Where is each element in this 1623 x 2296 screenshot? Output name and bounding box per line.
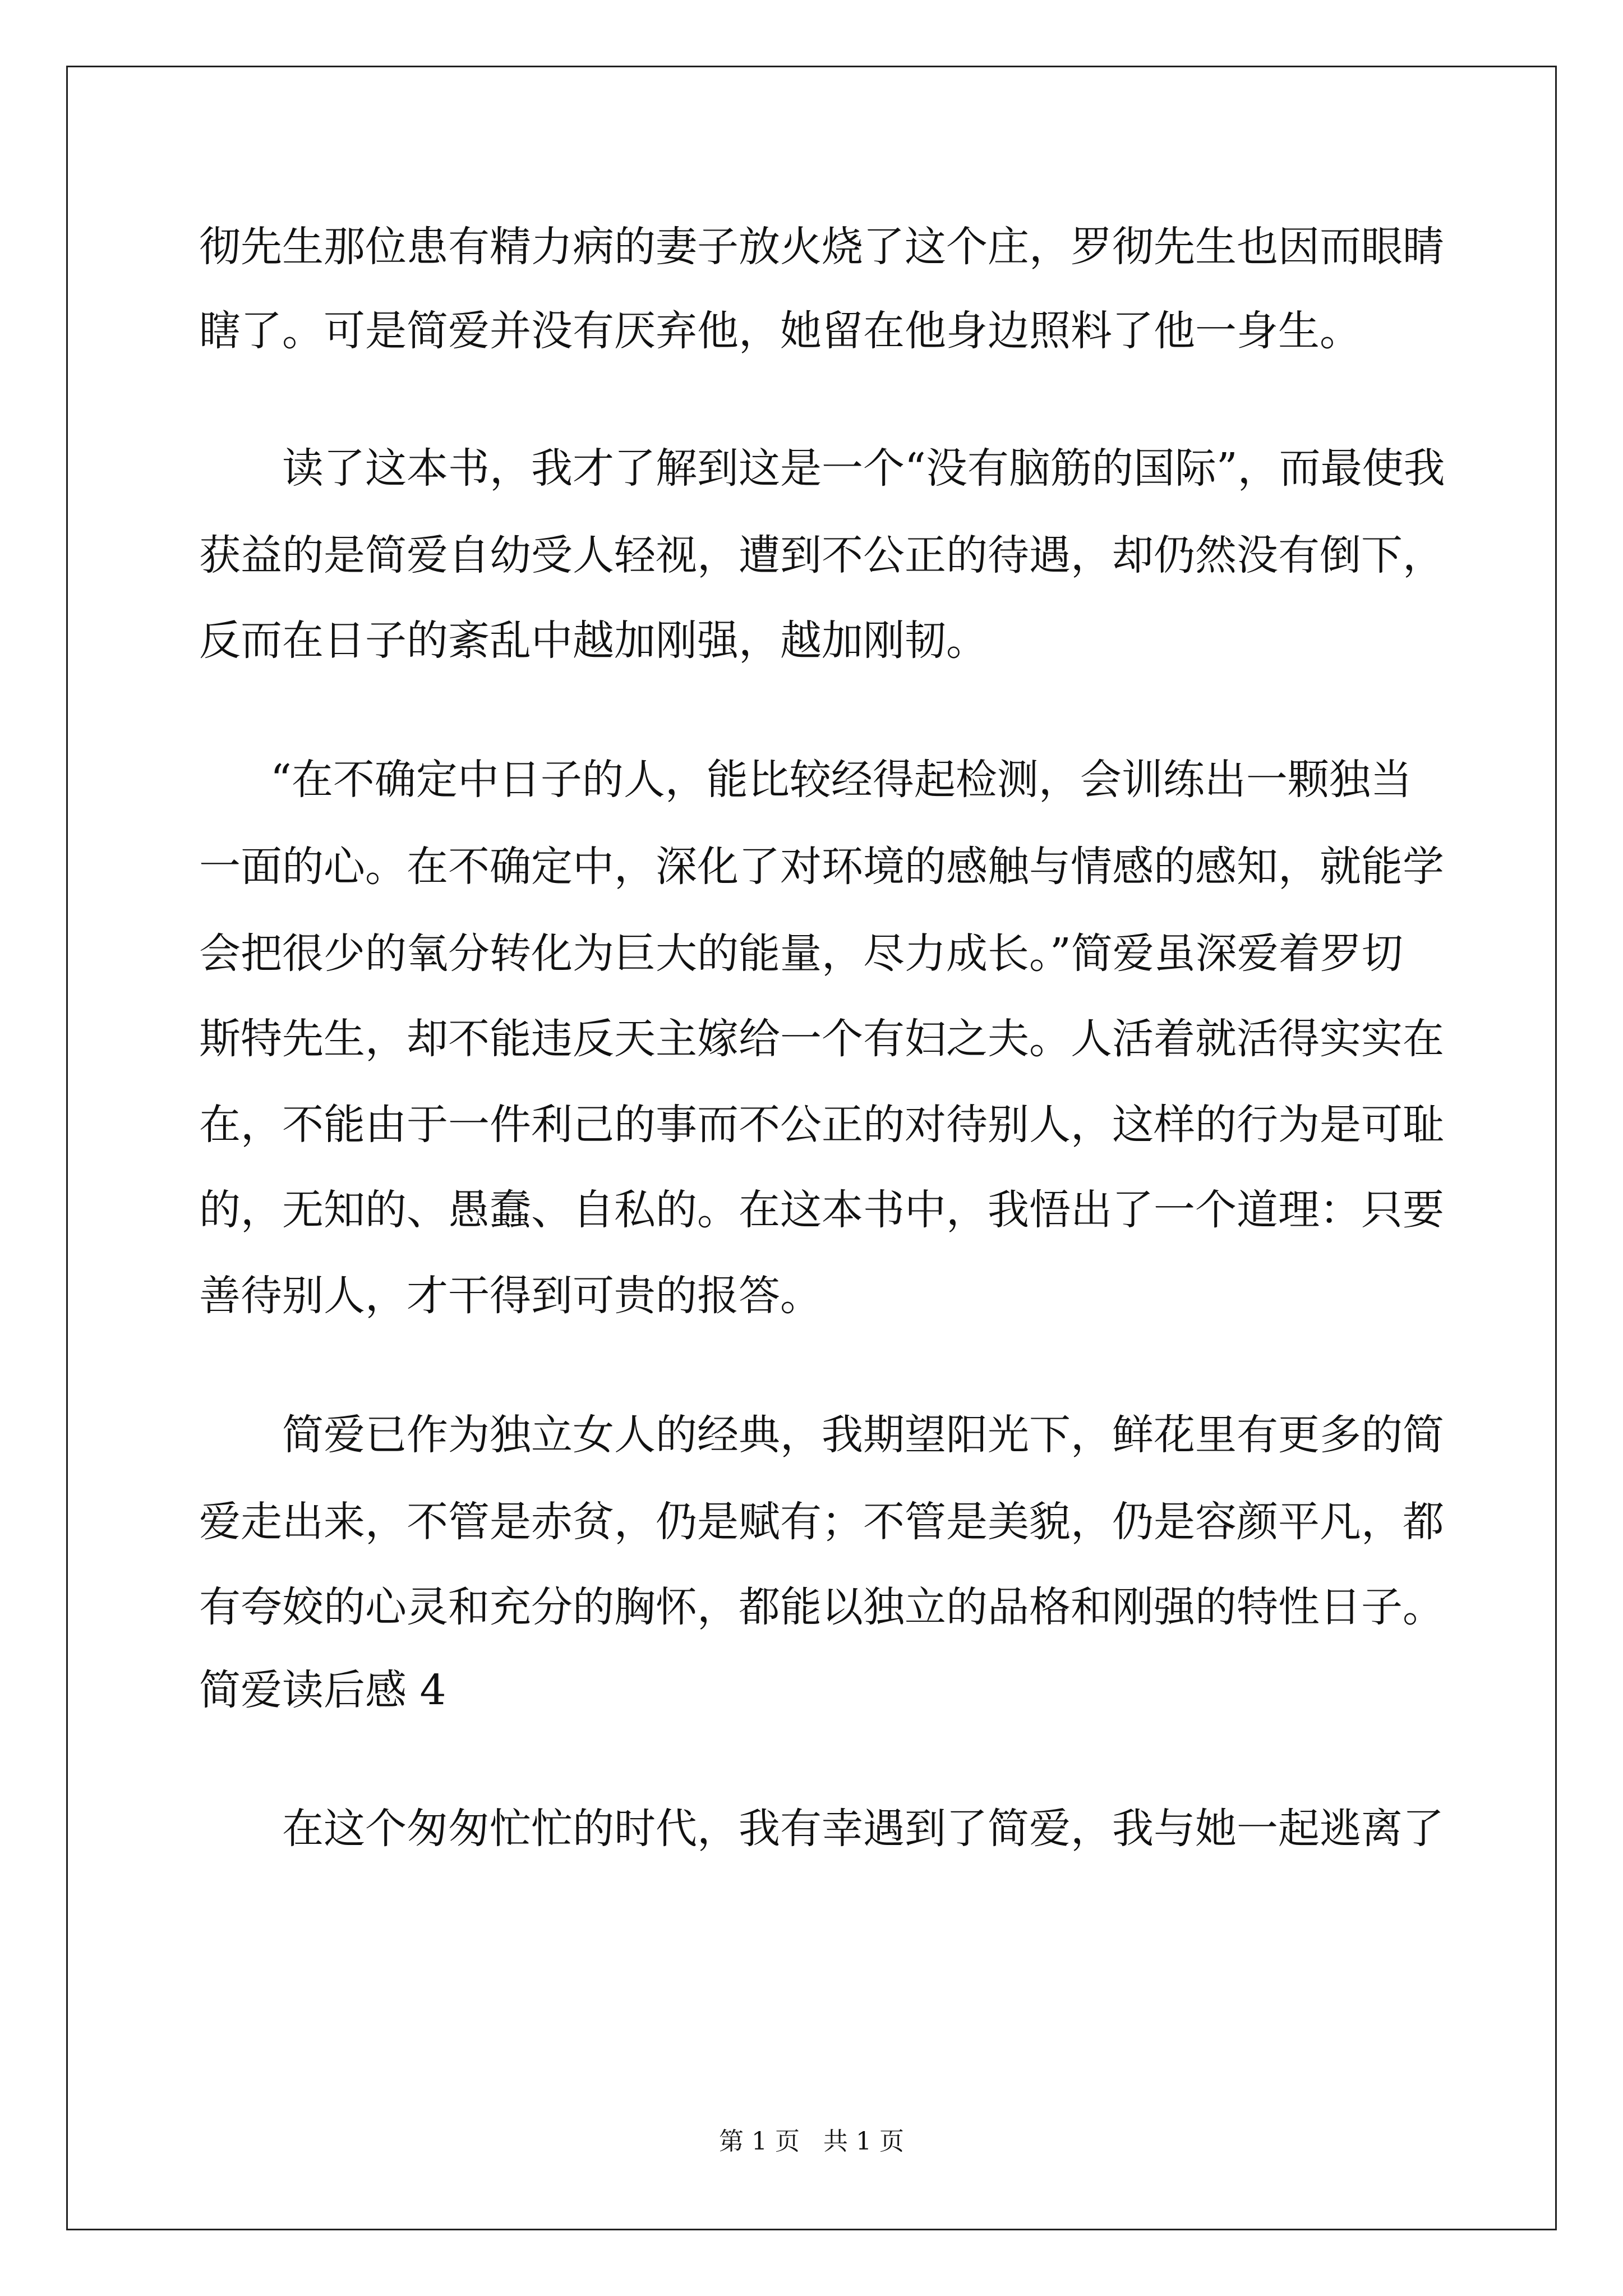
body-line-4: 获益的是简爱自幼受人轻视，遭到不公正的待遇，却仍然没有倒下， — [199, 531, 1444, 579]
body-line-1: 彻先生那位患有精力病的妻子放火烧了这个庄，罗彻先生也因而眼睛 — [199, 223, 1444, 271]
body-line-5: 反而在日子的紊乱中越加刚强，越加刚韧。 — [199, 616, 988, 665]
body-line-9: 斯特先生，却不能违反天主嫁给一个有妇之夫。人活着就活得实实在 — [199, 1015, 1444, 1063]
page-number: 第 1 页 — [719, 2127, 800, 2156]
body-line-16: 在这个匆匆忙忙的时代，我有幸遇到了简爱，我与她一起逃离了 — [282, 1805, 1444, 1853]
body-line-12: 善待别人，才干得到可贵的报答。 — [199, 1272, 822, 1320]
section-heading: 简爱读后感 4 — [199, 1666, 446, 1714]
body-line-11: 的，无知的、愚蠢、自私的。在这本书中，我悟出了一个道理：只要 — [199, 1186, 1444, 1234]
body-line-2: 瞎了。可是简爱并没有厌弃他，她留在他身边照料了他一身生。 — [199, 307, 1361, 355]
body-line-15: 有夸姣的心灵和充分的胸怀，都能以独立的品格和刚强的特性日子。 — [199, 1583, 1444, 1631]
page-total: 共 1 页 — [823, 2127, 904, 2156]
body-line-7: 一面的心。在不确定中，深化了对环境的感触与情感的感知，就能学 — [199, 843, 1444, 891]
page-footer — [0, 2125, 1623, 2159]
body-line-10: 在，不能由于一件利己的事而不公正的对待别人，这样的行为是可耻 — [199, 1101, 1444, 1149]
body-line-14: 爱走出来，不管是赤贫，仍是赋有；不管是美貌，仍是容颜平凡，都 — [199, 1498, 1444, 1546]
body-line-13: 简爱已作为独立女人的经典，我期望阳光下，鲜花里有更多的简 — [282, 1411, 1444, 1459]
body-line-3: 读了这本书，我才了解到这是一个“没有脑筋的国际”，而最使我 — [282, 444, 1445, 493]
body-line-6: “在不确定中日子的人，能比较经得起检测，会训练出一颗独当 — [270, 756, 1412, 804]
body-line-8: 会把很少的氧分转化为巨大的能量，尽力成长。”简爱虽深爱着罗切 — [199, 930, 1403, 978]
